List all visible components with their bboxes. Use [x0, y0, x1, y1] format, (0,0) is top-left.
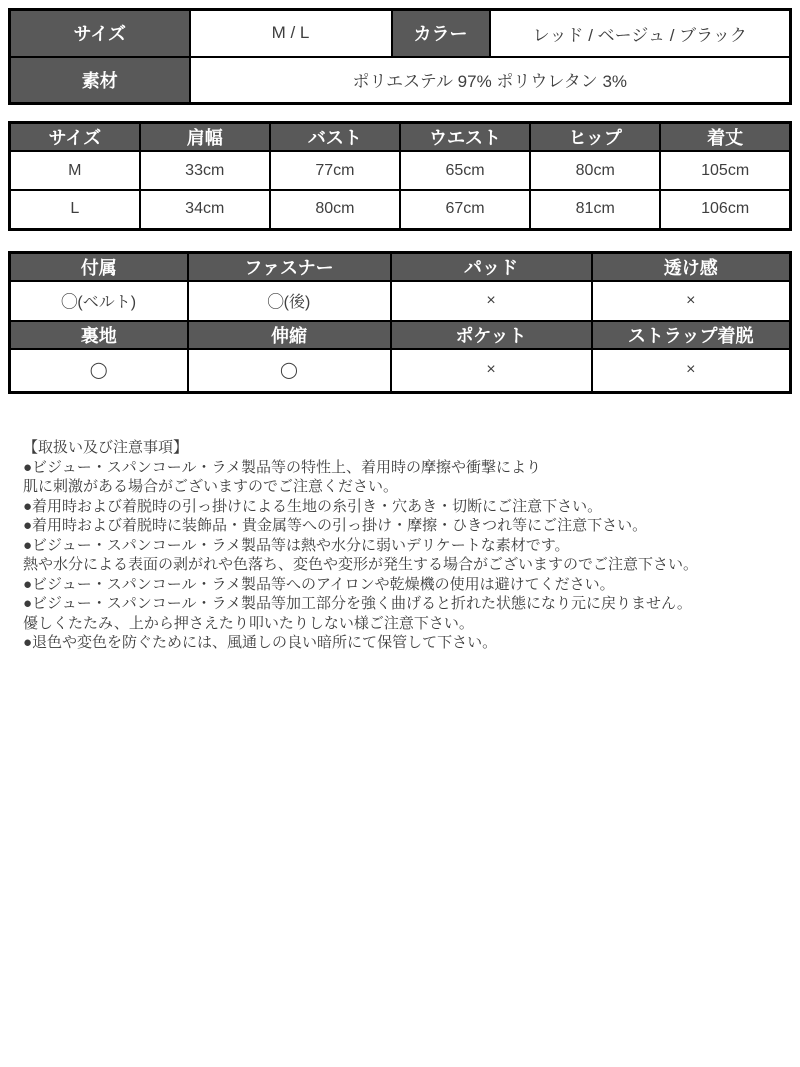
cell-bust: 77cm — [270, 151, 400, 190]
note-line: 肌に刺激がある場合がございますのでご注意ください。 — [23, 478, 399, 495]
material-label: 素材 — [10, 57, 190, 104]
col-header-length: 着丈 — [660, 123, 790, 152]
col-header-waist: ウエスト — [400, 123, 530, 152]
size-value: M / L — [190, 10, 392, 57]
col-header-sheerness: 透け感 — [592, 252, 791, 281]
col-header-strap: ストラップ着脱 — [592, 321, 791, 349]
col-header-lining: 裏地 — [10, 321, 188, 349]
color-label: カラー — [392, 10, 490, 57]
cell-size: M — [10, 151, 140, 190]
note-line: ●着用時および着脱時の引っ掛けによる生地の糸引き・穴あき・切断にご注意下さい。 — [23, 497, 603, 515]
color-value: レッド / ベージュ / ブラック — [490, 10, 791, 57]
summary-row-size-color — [10, 10, 791, 57]
size-label: サイズ — [10, 10, 190, 57]
col-header-shoulder: 肩幅 — [140, 123, 270, 152]
col-header-stretch: 伸縮 — [188, 321, 391, 349]
col-header-pocket: ポケット — [391, 321, 592, 349]
cell-bust: 80cm — [270, 190, 400, 229]
col-header-accessory: 付属 — [10, 252, 188, 281]
cell-hip: 81cm — [530, 190, 660, 229]
cell-hip: 80cm — [530, 151, 660, 190]
table-row-size-l — [10, 190, 791, 229]
cell-waist: 67cm — [400, 190, 530, 229]
note-line: ●ビジュー・スパンコール・ラメ製品等は熱や水分に弱いデリケートな素材です。 — [23, 536, 570, 554]
features-header-row-2 — [10, 321, 791, 349]
cell-size: L — [10, 190, 140, 229]
measurements-header-row — [10, 123, 791, 152]
features-header-row-1 — [10, 252, 791, 281]
summary-table — [8, 8, 792, 105]
table-row-size-m — [10, 151, 791, 190]
col-header-size: サイズ — [10, 123, 140, 152]
note-line: 熱や水分による表面の剥がれや色落ち、変色や変形が発生する場合がございますのでご注意下さい。 — [23, 556, 699, 573]
summary-row-material — [10, 57, 791, 104]
cell-pad: × — [391, 281, 592, 321]
cell-lining: ◯ — [10, 349, 188, 393]
cell-shoulder: 34cm — [140, 190, 270, 229]
notes-title: 【取扱い及び注意事項】 — [23, 439, 189, 456]
note-line: ●ビジュー・スパンコール・ラメ製品等へのアイロンや乾燥機の使用は避けてください。 — [23, 575, 615, 593]
cell-waist: 65cm — [400, 151, 530, 190]
note-line: ●ビジュー・スパンコール・ラメ製品等の特性上、着用時の摩擦や衝撃により — [23, 458, 542, 476]
col-header-hip: ヒップ — [530, 123, 660, 152]
col-header-bust: バスト — [270, 123, 400, 152]
features-value-row-1 — [10, 281, 791, 321]
features-value-row-2 — [10, 349, 791, 393]
note-line: ●退色や変色を防ぐためには、風通しの良い暗所にて保管して下さい。 — [23, 634, 498, 651]
col-header-fastener: ファスナー — [188, 252, 391, 281]
measurements-table — [8, 121, 792, 231]
note-line: ●着用時および着脱時に装飾品・貴金属等への引っ掛け・摩擦・ひきつれ等にご注意下さい。 — [23, 517, 648, 534]
features-table — [8, 251, 792, 395]
cell-strap: × — [592, 349, 791, 393]
care-notes — [8, 438, 792, 653]
cell-stretch: ◯ — [188, 349, 391, 393]
cell-shoulder: 33cm — [140, 151, 270, 190]
col-header-pad: パッド — [391, 252, 592, 281]
cell-length: 105cm — [660, 151, 790, 190]
note-line: ●ビジュー・スパンコール・ラメ製品等加工部分を強く曲げると折れた状態になり元に戻りません。 — [23, 595, 692, 612]
note-line: 優しくたたみ、上から押さえたり叩いたりしない様ご注意下さい。 — [23, 614, 474, 632]
cell-fastener: ◯(後) — [188, 281, 391, 321]
cell-accessory: ◯(ベルト) — [10, 281, 188, 321]
cell-pocket: × — [391, 349, 592, 393]
cell-sheerness: × — [592, 281, 791, 321]
cell-length: 106cm — [660, 190, 790, 229]
material-value: ポリエステル 97% ポリウレタン 3% — [190, 57, 791, 104]
